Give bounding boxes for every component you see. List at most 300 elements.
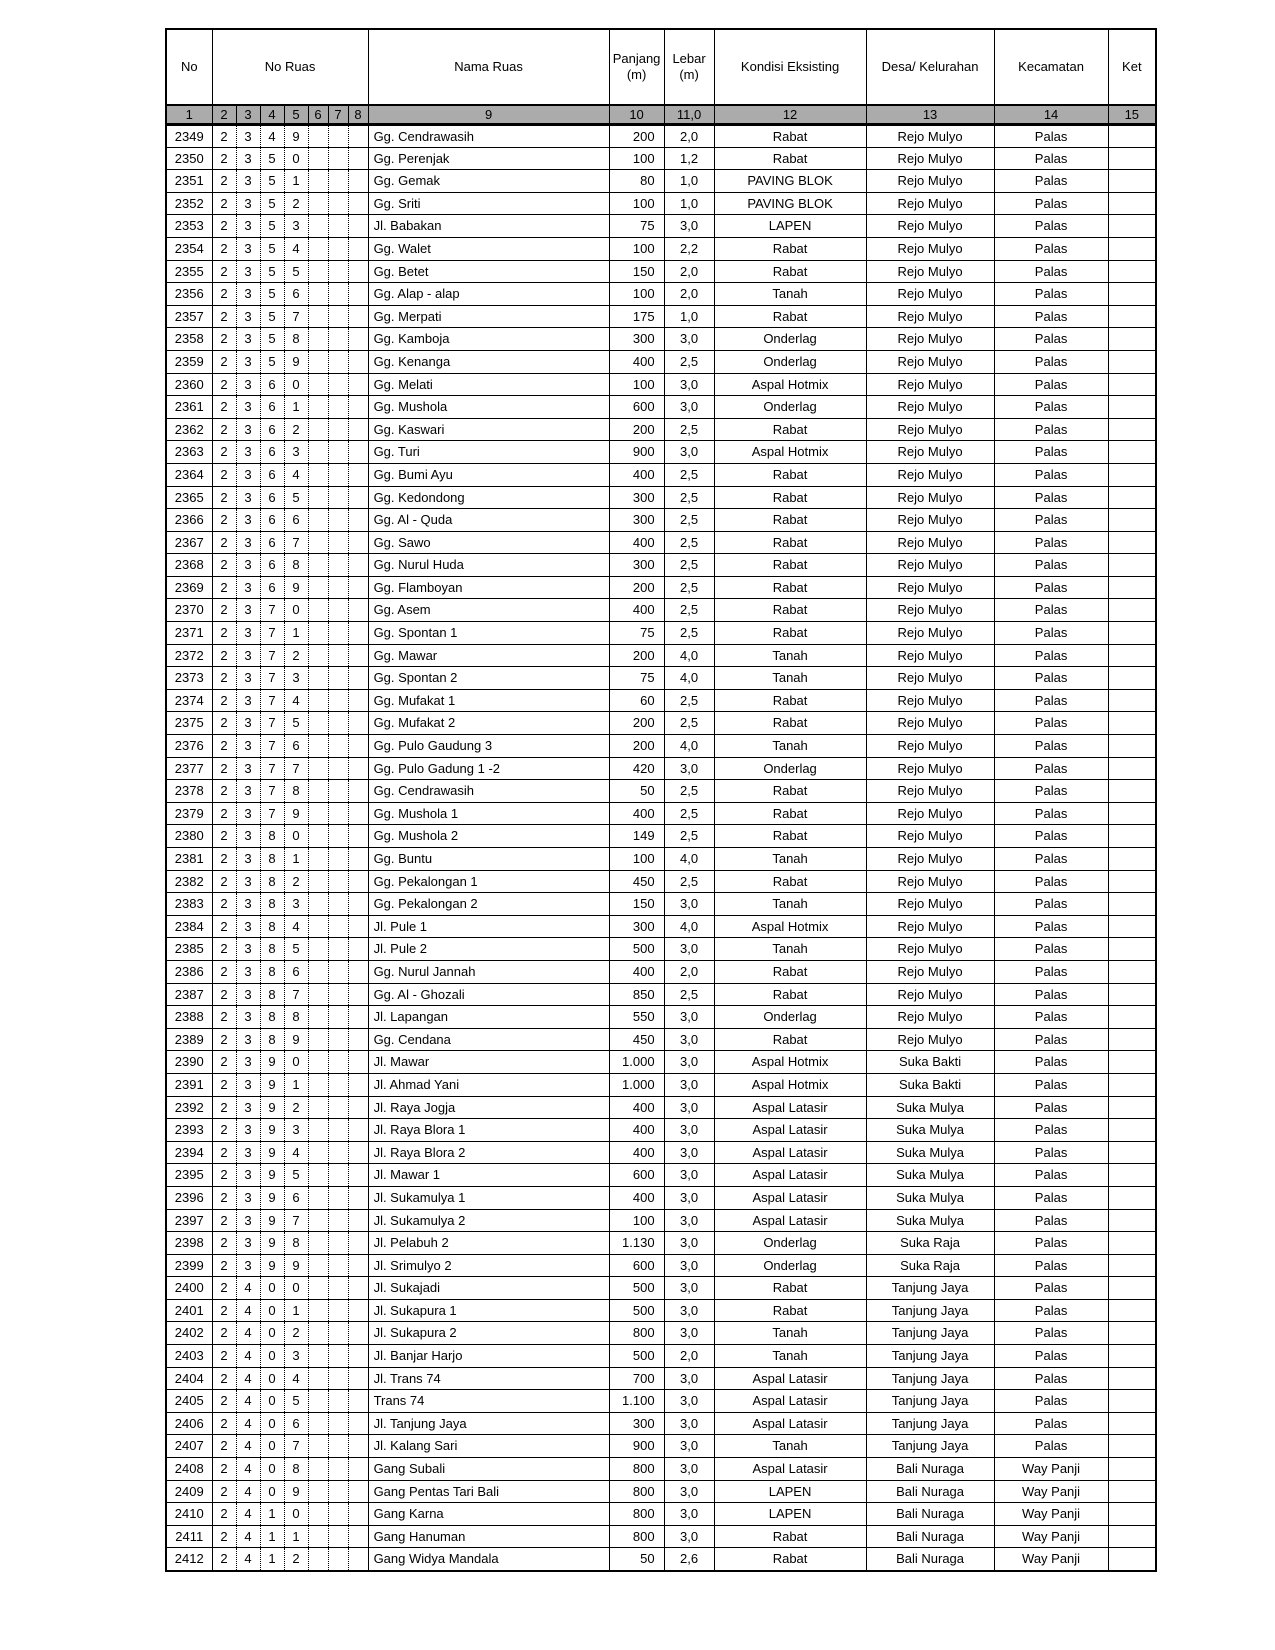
column-number-cell: 11,0 <box>664 105 714 125</box>
cell-ruas-digit <box>308 125 328 148</box>
cell-ruas-digit <box>328 870 348 893</box>
cell-ruas-digit: 0 <box>284 1503 308 1526</box>
cell-ruas-digit: 3 <box>236 1051 260 1074</box>
cell-nama-ruas: Gg. Sawo <box>368 531 609 554</box>
cell-panjang: 900 <box>609 441 664 464</box>
cell-kondisi-eksisting: LAPEN <box>714 215 866 238</box>
cell-kondisi-eksisting: Rabat <box>714 576 866 599</box>
cell-panjang: 200 <box>609 735 664 758</box>
cell-no: 2405 <box>166 1390 212 1413</box>
cell-ruas-digit <box>328 1232 348 1255</box>
cell-lebar: 3,0 <box>664 1322 714 1345</box>
cell-desa-kelurahan: Rejo Mulyo <box>866 418 994 441</box>
cell-nama-ruas: Jl. Trans 74 <box>368 1367 609 1390</box>
cell-ruas-digit <box>328 1028 348 1051</box>
cell-ruas-digit: 5 <box>260 170 284 193</box>
cell-ruas-digit: 3 <box>236 125 260 148</box>
cell-ruas-digit: 2 <box>212 1232 236 1255</box>
cell-ruas-digit: 4 <box>284 463 308 486</box>
column-number-cell: 9 <box>368 105 609 125</box>
cell-panjang: 200 <box>609 644 664 667</box>
cell-kecamatan: Palas <box>994 125 1108 148</box>
cell-no: 2393 <box>166 1119 212 1142</box>
cell-ruas-digit: 4 <box>236 1480 260 1503</box>
cell-lebar: 3,0 <box>664 1006 714 1029</box>
cell-nama-ruas: Gg. Nurul Jannah <box>368 960 609 983</box>
cell-ket <box>1108 1119 1156 1142</box>
cell-panjang: 75 <box>609 667 664 690</box>
cell-ruas-digit: 3 <box>236 848 260 871</box>
cell-panjang: 420 <box>609 757 664 780</box>
cell-ruas-digit: 8 <box>284 780 308 803</box>
cell-panjang: 100 <box>609 237 664 260</box>
cell-ruas-digit: 4 <box>236 1458 260 1481</box>
cell-panjang: 800 <box>609 1480 664 1503</box>
cell-kecamatan: Palas <box>994 328 1108 351</box>
cell-kondisi-eksisting: Rabat <box>714 825 866 848</box>
cell-nama-ruas: Jl. Banjar Harjo <box>368 1345 609 1368</box>
cell-nama-ruas: Gg. Al - Quda <box>368 509 609 532</box>
cell-ruas-digit <box>308 667 328 690</box>
cell-kecamatan: Palas <box>994 983 1108 1006</box>
cell-ruas-digit: 2 <box>212 1435 236 1458</box>
cell-ruas-digit: 4 <box>284 689 308 712</box>
cell-ruas-digit <box>308 1480 328 1503</box>
cell-panjang: 300 <box>609 915 664 938</box>
cell-ruas-digit: 6 <box>260 554 284 577</box>
cell-ruas-digit <box>348 1232 368 1255</box>
table-row <box>166 1322 1156 1345</box>
cell-lebar: 3,0 <box>664 1277 714 1300</box>
header-kecamatan: Kecamatan <box>994 29 1108 105</box>
cell-ruas-digit: 7 <box>284 531 308 554</box>
cell-kecamatan: Palas <box>994 712 1108 735</box>
cell-desa-kelurahan: Rejo Mulyo <box>866 192 994 215</box>
cell-no: 2367 <box>166 531 212 554</box>
cell-ruas-digit <box>348 260 368 283</box>
cell-ket <box>1108 1345 1156 1368</box>
header-panjang <box>609 29 664 105</box>
cell-panjang: 100 <box>609 848 664 871</box>
cell-desa-kelurahan: Rejo Mulyo <box>866 870 994 893</box>
cell-ruas-digit <box>328 1345 348 1368</box>
cell-panjang: 80 <box>609 170 664 193</box>
cell-ruas-digit <box>348 1390 368 1413</box>
table-row <box>166 1435 1156 1458</box>
cell-kecamatan: Palas <box>994 554 1108 577</box>
cell-ruas-digit <box>328 260 348 283</box>
cell-ket <box>1108 260 1156 283</box>
cell-ruas-digit: 9 <box>260 1141 284 1164</box>
cell-ket <box>1108 1073 1156 1096</box>
cell-ruas-digit: 3 <box>236 689 260 712</box>
cell-ruas-digit: 2 <box>212 938 236 961</box>
cell-ruas-digit: 4 <box>284 915 308 938</box>
cell-ruas-digit: 2 <box>212 1390 236 1413</box>
cell-desa-kelurahan: Rejo Mulyo <box>866 576 994 599</box>
cell-nama-ruas: Jl. Raya Jogja <box>368 1096 609 1119</box>
cell-desa-kelurahan: Rejo Mulyo <box>866 780 994 803</box>
cell-lebar: 2,0 <box>664 125 714 148</box>
cell-desa-kelurahan: Rejo Mulyo <box>866 622 994 645</box>
cell-ruas-digit: 9 <box>260 1119 284 1142</box>
cell-ket <box>1108 350 1156 373</box>
cell-nama-ruas: Gg. Cendana <box>368 1028 609 1051</box>
cell-ket <box>1108 1186 1156 1209</box>
cell-lebar: 3,0 <box>664 1051 714 1074</box>
cell-lebar: 2,5 <box>664 350 714 373</box>
cell-no: 2357 <box>166 305 212 328</box>
cell-ruas-digit <box>328 1096 348 1119</box>
cell-ruas-digit <box>308 328 328 351</box>
cell-desa-kelurahan: Rejo Mulyo <box>866 644 994 667</box>
cell-desa-kelurahan: Rejo Mulyo <box>866 757 994 780</box>
cell-ruas-digit: 8 <box>260 960 284 983</box>
cell-desa-kelurahan: Bali Nuraga <box>866 1503 994 1526</box>
cell-ruas-digit: 2 <box>212 554 236 577</box>
cell-kondisi-eksisting: Rabat <box>714 1277 866 1300</box>
cell-lebar: 3,0 <box>664 1209 714 1232</box>
table-row <box>166 1254 1156 1277</box>
cell-desa-kelurahan: Suka Bakti <box>866 1051 994 1074</box>
cell-ruas-digit: 9 <box>284 1254 308 1277</box>
cell-kondisi-eksisting: Aspal Latasir <box>714 1367 866 1390</box>
cell-kondisi-eksisting: Aspal Latasir <box>714 1390 866 1413</box>
cell-ruas-digit: 3 <box>284 1345 308 1368</box>
cell-ruas-digit: 4 <box>236 1548 260 1571</box>
cell-kecamatan: Palas <box>994 463 1108 486</box>
cell-ruas-digit <box>308 486 328 509</box>
cell-panjang: 450 <box>609 870 664 893</box>
cell-ket <box>1108 644 1156 667</box>
cell-nama-ruas: Gg. Mawar <box>368 644 609 667</box>
cell-lebar: 3,0 <box>664 1119 714 1142</box>
cell-ruas-digit: 2 <box>212 1525 236 1548</box>
header-nama-ruas: Nama Ruas <box>368 29 609 105</box>
table-row <box>166 350 1156 373</box>
cell-ruas-digit: 2 <box>284 418 308 441</box>
cell-no: 2392 <box>166 1096 212 1119</box>
cell-ruas-digit <box>328 554 348 577</box>
cell-kondisi-eksisting: Rabat <box>714 125 866 148</box>
cell-desa-kelurahan: Rejo Mulyo <box>866 938 994 961</box>
cell-ruas-digit: 0 <box>284 599 308 622</box>
table-row <box>166 1412 1156 1435</box>
cell-ruas-digit: 9 <box>284 802 308 825</box>
table-row <box>166 802 1156 825</box>
cell-ruas-digit <box>328 825 348 848</box>
cell-ruas-digit <box>348 576 368 599</box>
cell-kondisi-eksisting: Tanah <box>714 644 866 667</box>
cell-ruas-digit: 2 <box>212 735 236 758</box>
cell-lebar: 2,5 <box>664 825 714 848</box>
cell-ruas-digit: 1 <box>284 1525 308 1548</box>
cell-ruas-digit <box>328 283 348 306</box>
cell-ruas-digit: 5 <box>284 938 308 961</box>
cell-kecamatan: Palas <box>994 1141 1108 1164</box>
cell-panjang: 1.130 <box>609 1232 664 1255</box>
cell-kecamatan: Palas <box>994 1209 1108 1232</box>
cell-ruas-digit: 2 <box>212 215 236 238</box>
cell-ket <box>1108 735 1156 758</box>
cell-kecamatan: Palas <box>994 667 1108 690</box>
cell-kecamatan: Palas <box>994 260 1108 283</box>
cell-ket <box>1108 1096 1156 1119</box>
cell-lebar: 3,0 <box>664 1254 714 1277</box>
cell-ruas-digit: 5 <box>260 328 284 351</box>
cell-ruas-digit <box>308 1051 328 1074</box>
cell-ruas-digit <box>308 915 328 938</box>
cell-ruas-digit: 6 <box>260 486 284 509</box>
cell-ruas-digit <box>328 1480 348 1503</box>
table-row <box>166 1141 1156 1164</box>
cell-panjang: 850 <box>609 983 664 1006</box>
cell-ruas-digit <box>328 667 348 690</box>
cell-ruas-digit <box>328 170 348 193</box>
cell-desa-kelurahan: Rejo Mulyo <box>866 260 994 283</box>
cell-ruas-digit <box>308 1254 328 1277</box>
cell-nama-ruas: Gang Subali <box>368 1458 609 1481</box>
cell-ruas-digit: 3 <box>236 170 260 193</box>
cell-kecamatan: Palas <box>994 1254 1108 1277</box>
cell-nama-ruas: Jl. Babakan <box>368 215 609 238</box>
cell-ruas-digit <box>348 1028 368 1051</box>
cell-ruas-digit <box>348 1548 368 1571</box>
cell-no: 2411 <box>166 1525 212 1548</box>
cell-ruas-digit <box>308 396 328 419</box>
cell-ruas-digit: 5 <box>284 260 308 283</box>
cell-no: 2369 <box>166 576 212 599</box>
cell-lebar: 2,5 <box>664 463 714 486</box>
cell-ruas-digit <box>308 1322 328 1345</box>
cell-ruas-digit <box>308 599 328 622</box>
cell-ruas-digit: 2 <box>212 486 236 509</box>
cell-ruas-digit <box>348 1458 368 1481</box>
cell-lebar: 2,5 <box>664 983 714 1006</box>
cell-ruas-digit: 8 <box>260 825 284 848</box>
cell-nama-ruas: Gang Hanuman <box>368 1525 609 1548</box>
cell-nama-ruas: Gg. Mufakat 2 <box>368 712 609 735</box>
cell-no: 2409 <box>166 1480 212 1503</box>
cell-ruas-digit <box>328 373 348 396</box>
cell-ruas-digit: 5 <box>260 283 284 306</box>
cell-ruas-digit: 2 <box>212 170 236 193</box>
cell-desa-kelurahan: Rejo Mulyo <box>866 283 994 306</box>
cell-lebar: 2,5 <box>664 689 714 712</box>
cell-ruas-digit <box>308 1548 328 1571</box>
cell-no: 2403 <box>166 1345 212 1368</box>
cell-panjang: 149 <box>609 825 664 848</box>
cell-ket <box>1108 1164 1156 1187</box>
cell-ruas-digit <box>348 622 368 645</box>
cell-ruas-digit <box>308 237 328 260</box>
cell-ruas-digit: 2 <box>212 192 236 215</box>
cell-ket <box>1108 599 1156 622</box>
cell-ruas-digit: 8 <box>260 915 284 938</box>
cell-ruas-digit: 5 <box>284 486 308 509</box>
cell-ruas-digit <box>328 960 348 983</box>
cell-nama-ruas: Gg. Kamboja <box>368 328 609 351</box>
cell-panjang: 75 <box>609 622 664 645</box>
cell-ket <box>1108 305 1156 328</box>
cell-ruas-digit <box>328 576 348 599</box>
cell-kecamatan: Palas <box>994 418 1108 441</box>
cell-ruas-digit <box>308 644 328 667</box>
cell-kondisi-eksisting: Tanah <box>714 283 866 306</box>
cell-lebar: 2,5 <box>664 599 714 622</box>
cell-no: 2365 <box>166 486 212 509</box>
cell-ruas-digit: 2 <box>212 1164 236 1187</box>
cell-lebar: 3,0 <box>664 1390 714 1413</box>
cell-panjang: 600 <box>609 1254 664 1277</box>
cell-ruas-digit <box>328 848 348 871</box>
cell-ruas-digit <box>348 960 368 983</box>
cell-ruas-digit <box>308 1299 328 1322</box>
cell-ruas-digit: 3 <box>236 802 260 825</box>
table-row <box>166 1028 1156 1051</box>
cell-kecamatan: Palas <box>994 396 1108 419</box>
cell-ruas-digit <box>348 1096 368 1119</box>
cell-ruas-digit <box>308 509 328 532</box>
cell-kecamatan: Palas <box>994 215 1108 238</box>
column-number-cell: 14 <box>994 105 1108 125</box>
cell-ruas-digit <box>348 1322 368 1345</box>
cell-no: 2412 <box>166 1548 212 1571</box>
cell-ruas-digit: 0 <box>260 1435 284 1458</box>
cell-kondisi-eksisting: Onderlag <box>714 1254 866 1277</box>
cell-ruas-digit <box>328 1458 348 1481</box>
cell-desa-kelurahan: Suka Raja <box>866 1232 994 1255</box>
cell-no: 2355 <box>166 260 212 283</box>
cell-ruas-digit: 2 <box>212 644 236 667</box>
cell-ruas-digit: 8 <box>260 983 284 1006</box>
cell-lebar: 2,5 <box>664 418 714 441</box>
cell-ruas-digit: 9 <box>260 1232 284 1255</box>
cell-kecamatan: Palas <box>994 192 1108 215</box>
cell-ruas-digit: 2 <box>212 1186 236 1209</box>
cell-ruas-digit: 3 <box>236 712 260 735</box>
cell-nama-ruas: Gg. Perenjak <box>368 147 609 170</box>
cell-ket <box>1108 1254 1156 1277</box>
cell-kondisi-eksisting: Rabat <box>714 418 866 441</box>
cell-nama-ruas: Jl. Ahmad Yani <box>368 1073 609 1096</box>
cell-lebar: 2,0 <box>664 1345 714 1368</box>
cell-ruas-digit: 6 <box>260 373 284 396</box>
cell-ruas-digit: 8 <box>260 848 284 871</box>
cell-ruas-digit <box>328 780 348 803</box>
cell-kecamatan: Palas <box>994 938 1108 961</box>
cell-nama-ruas: Jl. Raya Blora 1 <box>368 1119 609 1142</box>
header-kondisi-eksisting: Kondisi Eksisting <box>714 29 866 105</box>
cell-ruas-digit <box>308 735 328 758</box>
cell-kondisi-eksisting: Rabat <box>714 147 866 170</box>
cell-ruas-digit: 2 <box>212 396 236 419</box>
cell-kecamatan: Palas <box>994 599 1108 622</box>
cell-kecamatan: Palas <box>994 373 1108 396</box>
cell-ket <box>1108 915 1156 938</box>
cell-ruas-digit <box>348 147 368 170</box>
cell-ruas-digit <box>348 305 368 328</box>
header-panjang-label: Panjang <box>612 51 661 67</box>
cell-ruas-digit <box>348 893 368 916</box>
cell-kecamatan: Palas <box>994 486 1108 509</box>
cell-kondisi-eksisting: Onderlag <box>714 1006 866 1029</box>
cell-desa-kelurahan: Suka Bakti <box>866 1073 994 1096</box>
cell-panjang: 400 <box>609 350 664 373</box>
table-row <box>166 531 1156 554</box>
cell-kondisi-eksisting: Onderlag <box>714 328 866 351</box>
cell-lebar: 2,5 <box>664 802 714 825</box>
cell-ruas-digit <box>328 125 348 148</box>
cell-nama-ruas: Jl. Mawar 1 <box>368 1164 609 1187</box>
cell-panjang: 700 <box>609 1367 664 1390</box>
cell-ket <box>1108 870 1156 893</box>
cell-lebar: 3,0 <box>664 1412 714 1435</box>
cell-ket <box>1108 1209 1156 1232</box>
cell-lebar: 3,0 <box>664 757 714 780</box>
cell-kondisi-eksisting: Rabat <box>714 463 866 486</box>
cell-kondisi-eksisting: Rabat <box>714 960 866 983</box>
cell-ket <box>1108 147 1156 170</box>
cell-ruas-digit: 3 <box>236 418 260 441</box>
cell-desa-kelurahan: Rejo Mulyo <box>866 712 994 735</box>
cell-ruas-digit: 4 <box>236 1390 260 1413</box>
cell-no: 2398 <box>166 1232 212 1255</box>
table-row <box>166 644 1156 667</box>
cell-desa-kelurahan: Rejo Mulyo <box>866 735 994 758</box>
cell-ruas-digit <box>308 825 328 848</box>
cell-ruas-digit: 9 <box>260 1096 284 1119</box>
cell-ruas-digit: 5 <box>260 305 284 328</box>
cell-kecamatan: Palas <box>994 622 1108 645</box>
cell-ket <box>1108 192 1156 215</box>
cell-ruas-digit: 2 <box>212 1006 236 1029</box>
cell-kondisi-eksisting: Rabat <box>714 1299 866 1322</box>
cell-panjang: 500 <box>609 1299 664 1322</box>
cell-ruas-digit <box>348 1209 368 1232</box>
cell-lebar: 2,5 <box>664 509 714 532</box>
cell-ruas-digit <box>308 1119 328 1142</box>
cell-ruas-digit: 3 <box>236 554 260 577</box>
cell-desa-kelurahan: Rejo Mulyo <box>866 305 994 328</box>
cell-lebar: 3,0 <box>664 1367 714 1390</box>
cell-kondisi-eksisting: Aspal Latasir <box>714 1412 866 1435</box>
cell-ruas-digit: 5 <box>260 237 284 260</box>
cell-ruas-digit: 3 <box>236 1232 260 1255</box>
cell-desa-kelurahan: Bali Nuraga <box>866 1480 994 1503</box>
cell-kondisi-eksisting: Rabat <box>714 802 866 825</box>
cell-ruas-digit: 3 <box>236 283 260 306</box>
cell-ruas-digit: 3 <box>236 1164 260 1187</box>
cell-panjang: 100 <box>609 147 664 170</box>
cell-ruas-digit: 8 <box>284 328 308 351</box>
table-row <box>166 486 1156 509</box>
cell-ruas-digit <box>348 1164 368 1187</box>
cell-panjang: 550 <box>609 1006 664 1029</box>
cell-ruas-digit <box>328 1006 348 1029</box>
cell-lebar: 1,0 <box>664 192 714 215</box>
cell-desa-kelurahan: Suka Mulya <box>866 1164 994 1187</box>
table-row <box>166 960 1156 983</box>
cell-ruas-digit: 3 <box>236 1073 260 1096</box>
cell-ruas-digit: 9 <box>284 576 308 599</box>
cell-ruas-digit: 3 <box>236 622 260 645</box>
cell-ket <box>1108 1051 1156 1074</box>
cell-ruas-digit <box>308 1164 328 1187</box>
cell-nama-ruas: Gg. Pekalongan 1 <box>368 870 609 893</box>
cell-ket <box>1108 125 1156 148</box>
cell-no: 2350 <box>166 147 212 170</box>
